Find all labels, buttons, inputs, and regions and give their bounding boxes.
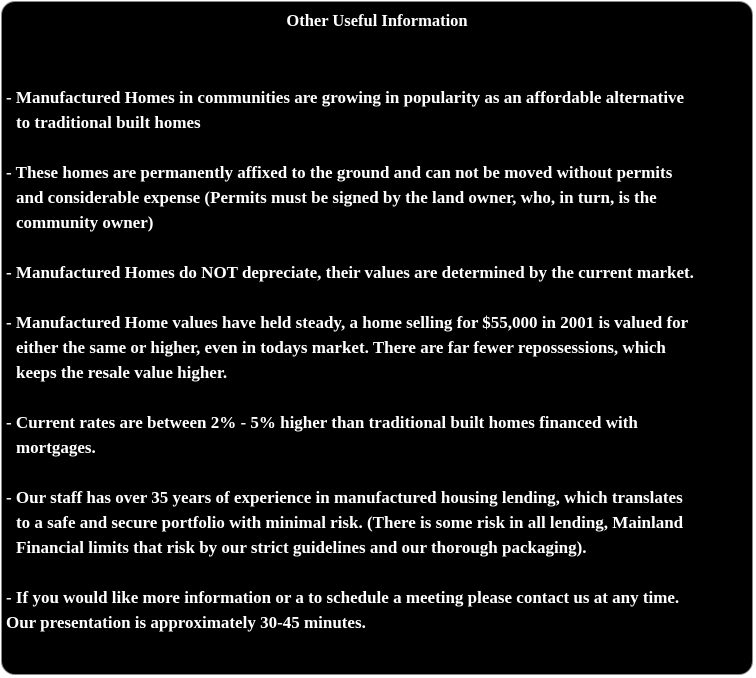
info-item-line: - Current rates are between 2% - 5% higher than traditional built homes financed with [6,413,638,432]
info-item-line: to traditional built homes [16,113,201,132]
info-item [6,85,752,135]
info-item-line: - These homes are permanently affixed to the ground and can not be moved without permits [6,163,673,182]
info-list [6,85,752,660]
info-item-line: - Manufactured Homes do NOT depreciate, their values are determined by the current market. [6,263,694,282]
panel-title: Other Useful Information [286,11,468,30]
info-item [6,260,752,285]
info-item [6,585,752,635]
info-item-line: either the same or higher, even in todays market. There are far fewer repossessions, which [16,338,666,357]
info-item-line: mortgages. [16,438,96,457]
info-item [6,310,752,385]
info-item-line: Financial limits that risk by our strict guidelines and our thorough packaging). [16,538,587,557]
info-item [6,160,752,235]
info-item [6,410,752,460]
info-item-line: and considerable expense (Permits must be signed by the land owner, who, in turn, is the [16,188,657,207]
info-item-line: keeps the resale value higher. [16,363,228,382]
info-item-line: to a safe and secure portfolio with minimal risk. (There is some risk in all lending, Mainland [16,513,684,532]
info-item-line: - Our staff has over 35 years of experience in manufactured housing lending, which translates [6,488,683,507]
info-item-line: - If you would like more information or a to schedule a meeting please contact us at any time. [6,588,680,607]
info-item-line: - Manufactured Homes in communities are growing in popularity as an affordable alternative [6,88,685,107]
info-item-line: Our presentation is approximately 30-45 minutes. [6,613,366,632]
info-item-line: community owner) [16,213,154,232]
info-item-line: - Manufactured Home values have held steady, a home selling for $55,000 in 2001 is valued for [6,313,689,332]
info-panel [1,1,753,675]
info-item [6,485,752,560]
